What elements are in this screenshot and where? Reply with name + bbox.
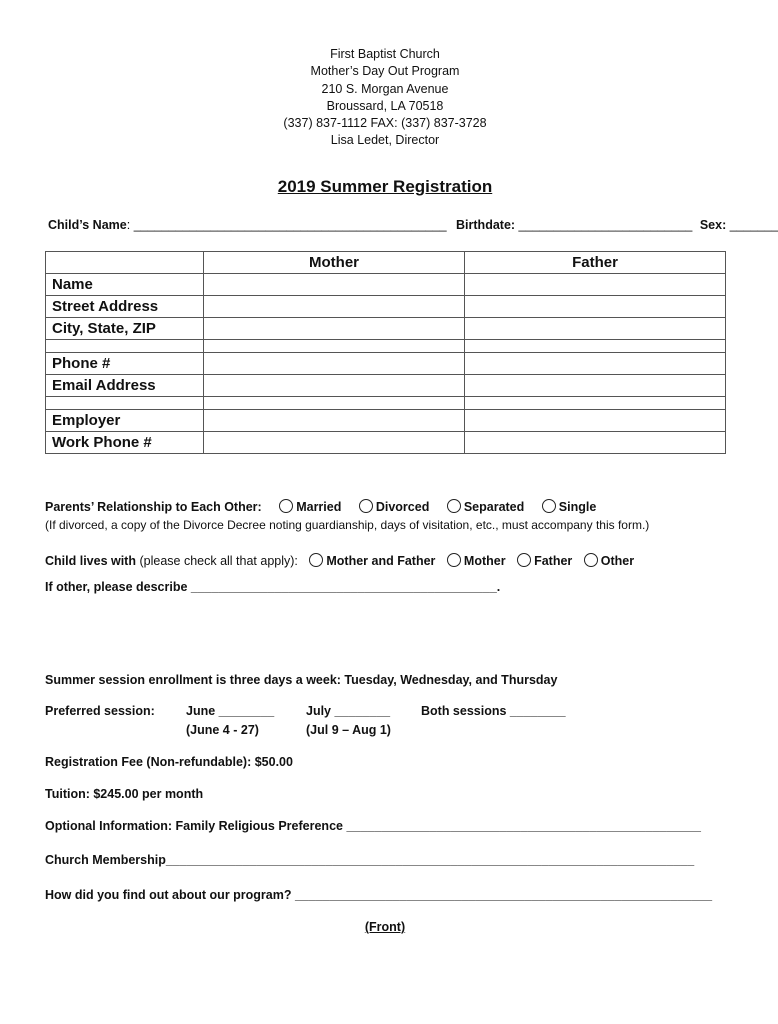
radio-circle-icon[interactable] (584, 553, 598, 567)
option-other[interactable]: Other (584, 553, 634, 568)
street-address: 210 S. Morgan Avenue (321, 81, 449, 96)
divorce-note: (If divorced, a copy of the Divorce Decree noting guardianship, days of visitation, etc., must accompany this form.) (45, 518, 650, 532)
program-name: Mother’s Day Out Program (310, 64, 460, 79)
lives-with-row: Child lives with (please check all that apply): Mother and Father Mother Father Other (45, 554, 635, 568)
option-father[interactable]: Father (517, 553, 572, 568)
row-label-city: City, State, ZIP (46, 318, 204, 340)
father-header: Father (465, 252, 726, 274)
july-dates: (Jul 9 – Aug 1) (306, 723, 391, 737)
july-session-field[interactable]: July ________ (306, 704, 391, 718)
city-state-zip: Broussard, LA 70518 (326, 98, 444, 113)
spacer-cell (204, 340, 465, 353)
mother-work-phone-field[interactable] (204, 432, 465, 454)
june-dates: (June 4 - 27) (186, 723, 259, 737)
sex-label: Sex: (699, 218, 727, 232)
row-label-work-phone: Work Phone # (46, 432, 204, 454)
radio-circle-icon[interactable] (517, 553, 531, 567)
parent-info-table (45, 251, 726, 454)
radio-circle-icon[interactable] (309, 553, 323, 567)
radio-circle-icon[interactable] (447, 553, 461, 567)
form-title: 2019 Summer Registration (277, 177, 493, 196)
phone-fax: (337) 837-1112 FAX: (337) 837-3728 (283, 116, 487, 131)
how-found-field[interactable]: How did you find out about our program? ____________________________________________________________ (45, 888, 713, 902)
director: Lisa Ledet, Director (330, 133, 440, 148)
spacer-cell (465, 340, 726, 353)
church-membership-field[interactable]: Church Membership____________________________________________________________________________ (45, 853, 695, 867)
radio-circle-icon[interactable] (542, 499, 556, 513)
option-married[interactable]: Married (279, 499, 341, 514)
row-label-email: Email Address (46, 375, 204, 397)
option-mother-and-father[interactable]: Mother and Father (309, 553, 435, 568)
mother-employer-field[interactable] (204, 410, 465, 432)
mother-email-field[interactable] (204, 375, 465, 397)
child-name-field[interactable]: _____________________________________________ (133, 218, 447, 232)
spacer-cell (46, 340, 204, 353)
birthdate-field[interactable]: _________________________ (518, 218, 693, 232)
row-label-employer: Employer (46, 410, 204, 432)
father-phone-field[interactable] (465, 353, 726, 375)
child-name-label: Child’s Name (48, 218, 127, 232)
radio-circle-icon[interactable] (279, 499, 293, 513)
preferred-session-label: Preferred session: (45, 704, 155, 718)
enrollment-info: Summer session enrollment is three days a week: Tuesday, Wednesday, and Thursday (45, 673, 558, 687)
row-label-street: Street Address (46, 296, 204, 318)
radio-circle-icon[interactable] (447, 499, 461, 513)
mother-header: Mother (204, 252, 465, 274)
church-header (0, 46, 770, 150)
father-work-phone-field[interactable] (465, 432, 726, 454)
relationship-label: Parents’ Relationship to Each Other: (45, 500, 262, 514)
lives-with-label: Child lives with (45, 554, 136, 568)
sex-field[interactable]: _______ (729, 218, 778, 232)
option-single[interactable]: Single (542, 499, 597, 514)
father-email-field[interactable] (465, 375, 726, 397)
spacer-cell (465, 397, 726, 410)
birthdate-label: Birthdate: (456, 218, 516, 232)
church-name: First Baptist Church (330, 47, 440, 61)
option-divorced[interactable]: Divorced (359, 499, 430, 514)
father-street-field[interactable] (465, 296, 726, 318)
other-describe-field[interactable]: If other, please describe ____________________________________________. (45, 580, 501, 594)
june-session-field[interactable]: June ________ (186, 704, 275, 718)
both-sessions-field[interactable]: Both sessions ________ (421, 704, 566, 718)
religious-preference-field[interactable]: Optional Information: Family Religious Preference ___________________________________________________ (45, 819, 701, 833)
father-city-field[interactable] (465, 318, 726, 340)
page-footer: (Front) (364, 920, 406, 934)
spacer-cell (204, 397, 465, 410)
radio-circle-icon[interactable] (359, 499, 373, 513)
father-employer-field[interactable] (465, 410, 726, 432)
registration-fee: Registration Fee (Non-refundable): $50.00 (45, 755, 293, 769)
relationship-row (45, 499, 596, 514)
option-separated[interactable]: Separated (447, 499, 524, 514)
option-mother[interactable]: Mother (447, 553, 506, 568)
mother-name-field[interactable] (204, 274, 465, 296)
child-info-row: Child’s Name: _____________________________________________ Birthdate: _________________________ Sex: _______ (48, 218, 778, 232)
mother-phone-field[interactable] (204, 353, 465, 375)
corner-cell (46, 252, 204, 274)
mother-street-field[interactable] (204, 296, 465, 318)
row-label-phone: Phone # (46, 353, 204, 375)
tuition: Tuition: $245.00 per month (45, 787, 204, 801)
spacer-cell (46, 397, 204, 410)
father-name-field[interactable] (465, 274, 726, 296)
mother-city-field[interactable] (204, 318, 465, 340)
row-label-name: Name (46, 274, 204, 296)
